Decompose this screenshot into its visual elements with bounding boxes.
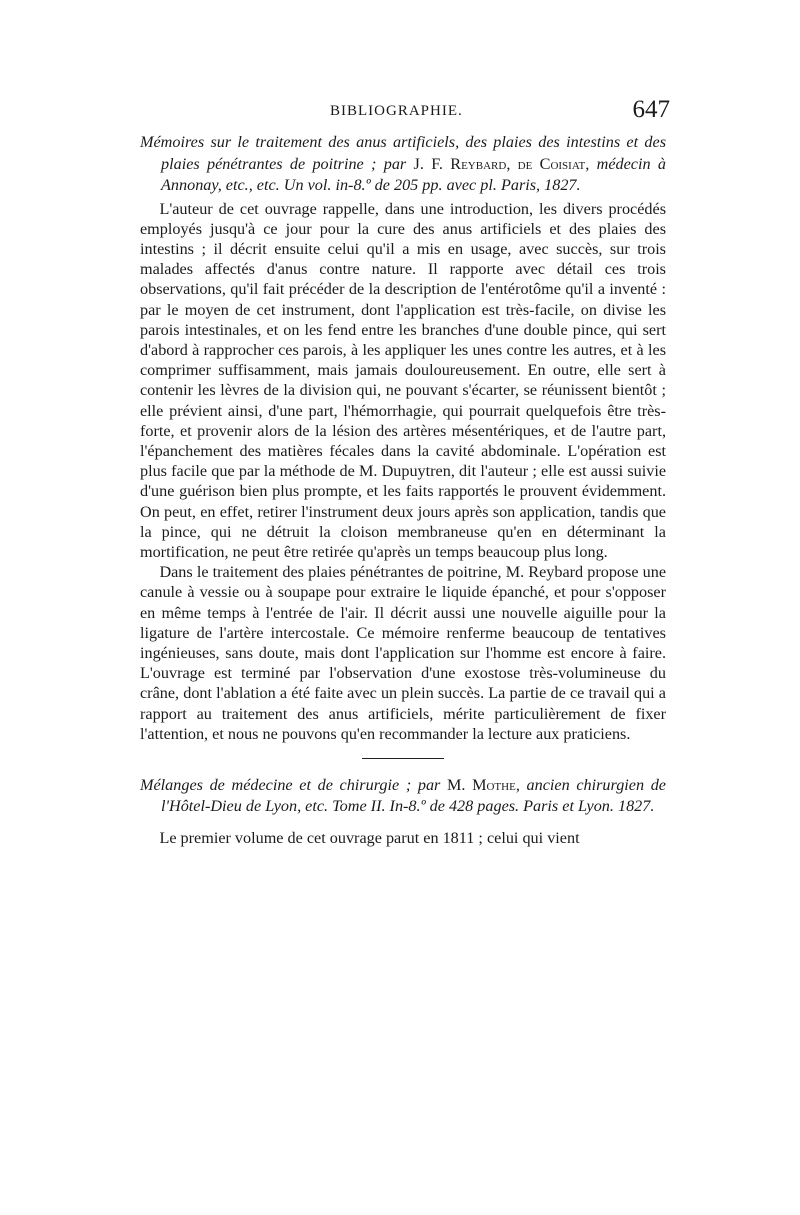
running-title: BIBLIOGRAPHIE. [330, 103, 463, 119]
entry-title-reybard [140, 132, 666, 197]
page-text [140, 132, 666, 848]
author-place: , de Coisiat [506, 154, 586, 173]
review-paragraph-3: Le premier volume de cet ouvrage parut en 1811 ; celui qui vient [159, 828, 580, 847]
entry-title-details: , médecin à Annonay, etc., etc. Un vol. in-8.º de 205 pp. avec pl. Paris, 1827. [161, 154, 666, 194]
page-number: 647 [632, 96, 670, 123]
running-head [140, 96, 670, 130]
section-divider [362, 758, 444, 759]
entry-title-text: Mémoires sur le traitement des anus artificiels, des plaies des intestins et des plaies pénétrantes de poitrine ; par [140, 133, 666, 173]
review-paragraph-1: L'auteur de cet ouvrage rappelle, dans une introduction, les divers procédés employés jusqu'à ce jour pour la cure des anus artificiels et des plaies des intestins ; il décrit ensuite celui qu'il a mis en usage, avec succès, sur trois malades affectés d'anus contre nature. Il rapporte avec détail ces trois observations, qu'il fait précéder de la description de l'entérotôme qu'il a inventé : par le moyen de cet instrument, dont l'application est très-facile, on divise les parois intestinales, et on les fend entre les branches d'une double pince, qui sert d'abord à rapprocher ces parois, à les appliquer les unes contre les autres, et à les comprimer suffisamment, mais jamais douloureusement. En outre, elle sert à contenir les lèvres de la division qui, ne pouvant s'écarter, se réunissent bientôt ; elle prévient ainsi, d'une part, l'hémorrhagie, qui pourrait quelquefois être très-forte, et provenir alors de la lésion des artères mésentériques, et de l'autre part, l'épanchement des matières fécales dans la cavité abdominale. L'opération est plus facile que par la méthode de M. Dupuytren, dit l'auteur ; elle est aussi suivie d'une guérison bien plus prompte, et les faits rapportés le prouvent évidemment. On peut, en effet, retirer l'instrument deux jours après son application, tandis que la pince, qui ne détruit la cloison membraneuse qu'en en déterminant la mortification, ne peut être retirée qu'après un temps beaucoup plus long. [140, 199, 666, 561]
entry-title-mothe [140, 775, 666, 818]
author-initial: M. [447, 775, 473, 794]
author-name: Reybard [450, 154, 507, 173]
author-initials: J. F. [413, 154, 451, 173]
entry-title-text: Mélanges de médecine et de chirurgie ; par [140, 775, 447, 794]
review-paragraph-2: Dans le traitement des plaies pénétrantes de poitrine, M. Reybard propose une canule à vessie ou à soupape pour extraire le liquide épanché, et pour s'opposer en même temps à l'entrée de l'air. Il décrit aussi une nouvelle aiguille pour la ligature de l'artère intercostale. Ce mémoire renferme beaucoup de tentatives ingénieuses, sans doute, mais dont l'application sur l'homme est encore à faire. L'ouvrage est terminé par l'observation d'une exostose très-volumineuse du crâne, dont l'ablation a été faite avec un plein succès. La partie de ce travail qui a rapport au traitement des anus artificiels, mérite particulièrement de fixer l'attention, et nous ne pouvons qu'en recommander la lecture aux praticiens. [140, 563, 666, 743]
author-name: Mothe [472, 775, 516, 794]
entry-title-details: , ancien chirurgien de l'Hôtel-Dieu de Lyon, etc. Tome II. In-8.º de 428 pages. Paris et Lyon. 1827. [161, 775, 666, 816]
